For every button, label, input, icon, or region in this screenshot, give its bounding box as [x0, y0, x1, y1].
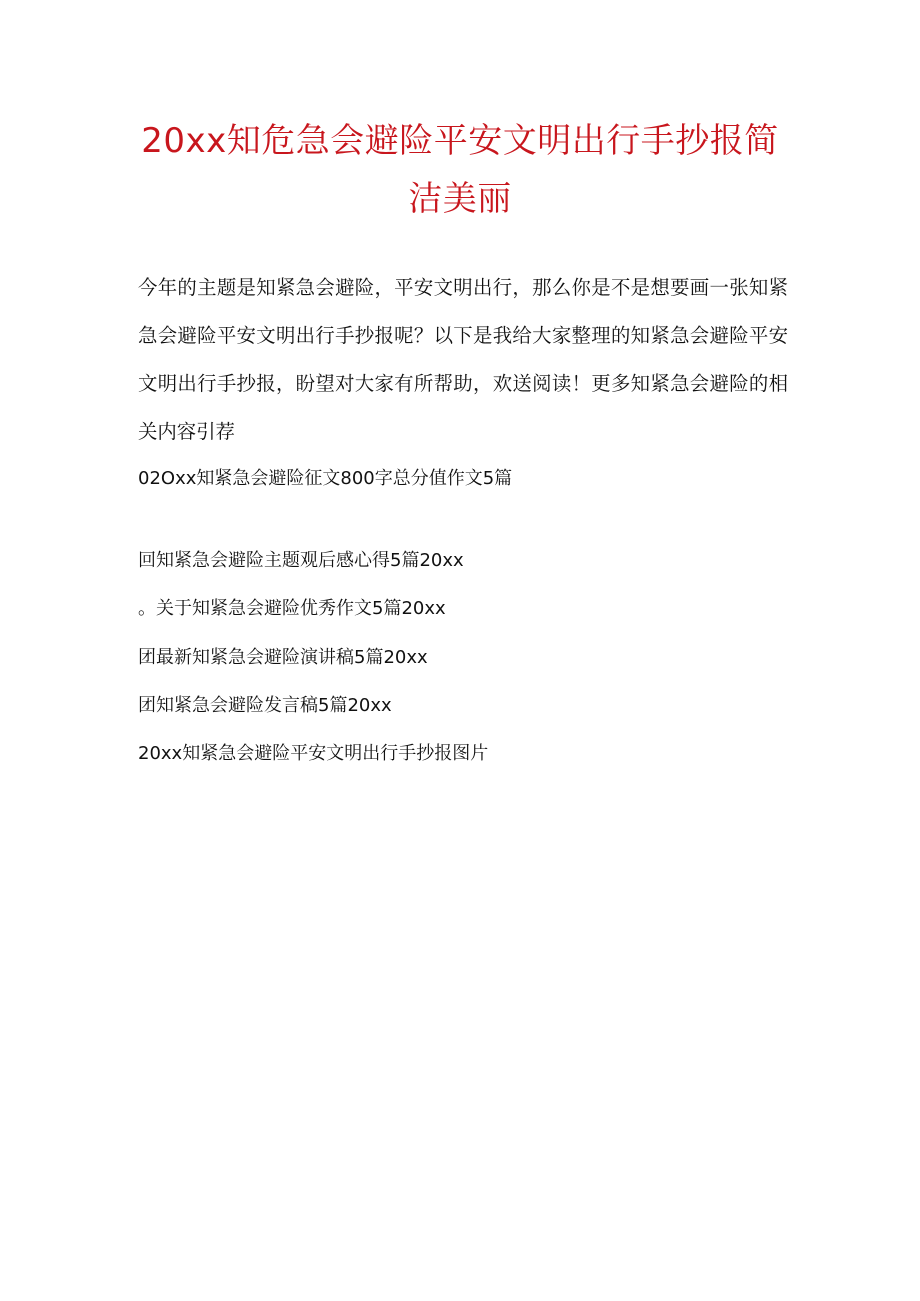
related-link-reflection[interactable]: 回知紧急会避险主题观后感心得5篇20xx — [138, 550, 464, 571]
title-line-2: 洁美丽 — [408, 179, 512, 219]
related-link-essay[interactable]: 02Oxx知紧急会避险征文800字总分值作文5篇 — [138, 468, 513, 489]
related-link-images[interactable]: 20xx知紧急会避险平安文明出行手抄报图片 — [138, 743, 489, 764]
page-title — [120, 112, 800, 228]
intro-paragraph: 今年的主题是知紧急会避险，平安文明出行，那么你是不是想要画一张知紧急会避险平安文明出行手抄报呢？以下是我给大家整理的知紧急会避险平安文明出行手抄报，盼望对大家有所帮助，欢送阅读！更多知紧急会避险的相关内容引荐 — [138, 276, 788, 443]
related-link-speech[interactable]: 团最新知紧急会避险演讲稿5篇20xx — [138, 647, 428, 668]
related-link-composition[interactable]: 。关于知紧急会避险优秀作文5篇20xx — [138, 598, 446, 619]
related-link-address[interactable]: 团知紧急会避险发言稿5篇20xx — [138, 695, 392, 716]
title-line-1: 20xx知危急会避险平安文明出行手抄报简 — [141, 121, 779, 161]
